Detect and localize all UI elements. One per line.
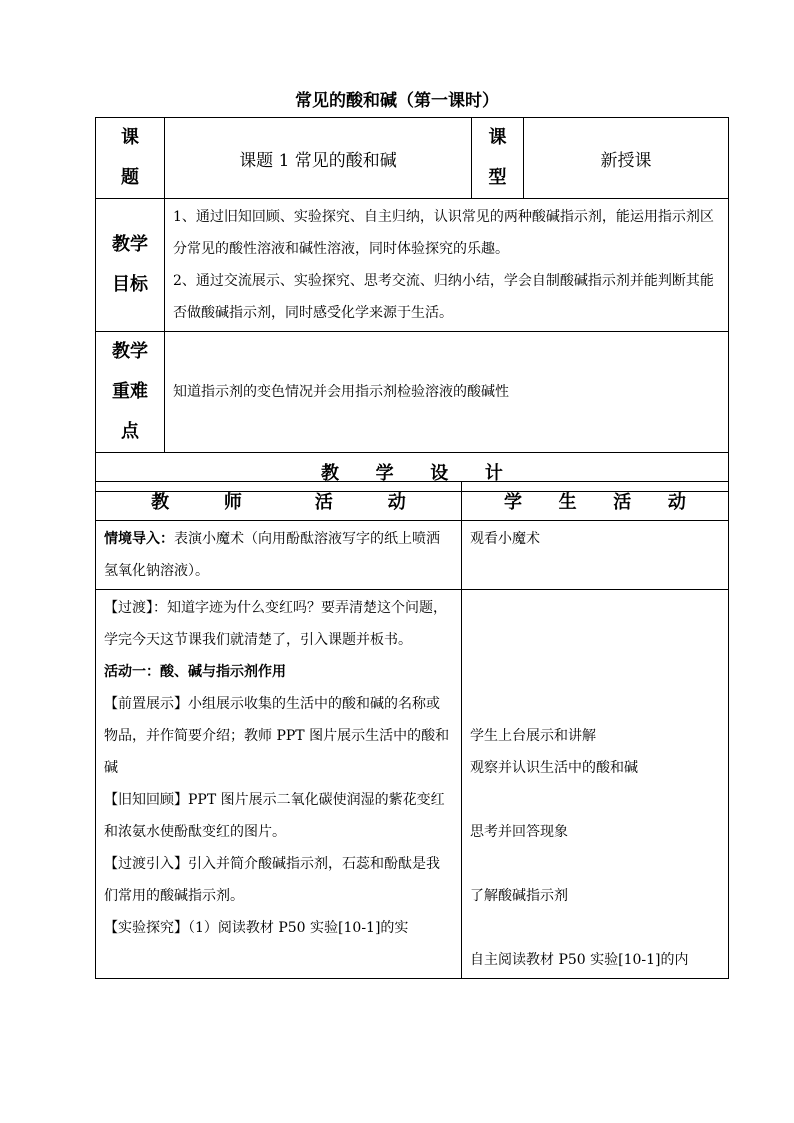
topic-label-line1: 课 [121,127,139,148]
review-para [104,784,453,848]
lesson-info-table [95,117,729,492]
header-char: 生 [558,492,577,513]
design-title-char: 学 [375,463,394,484]
goal-item-1: 1、通过旧知回顾、实验探究、自主归纳，认识常见的两种酸碱指示剂，能运用指示剂区分常见的酸性溶液和碱性溶液，同时体验探究的乐趣。 [173,209,714,257]
goal-item-2: 2、通过交流展示、实验探究、思考交流、归纳小结，学会自制酸碱指示剂并能判断其能否做酸碱指示剂，同时感受化学来源于生活。 [173,273,714,321]
type-value: 新授课 [524,118,729,199]
preview-para [104,688,453,784]
type-label-line2: 型 [488,167,507,188]
type-label-line1: 课 [488,127,507,148]
header-char: 活 [314,492,334,513]
goal-label [96,199,165,332]
row2-student [462,590,729,979]
student-line: 思考并回答现象 [470,824,568,840]
header-char: 学 [503,492,523,513]
header-char: 动 [667,492,687,513]
header-char: 动 [387,492,406,513]
topic-label [96,118,165,199]
teaching-design-table [95,481,729,979]
review-label: 【旧知回顾】 [104,792,188,808]
key-label-line1: 教学 [112,341,148,362]
key-label [96,332,165,453]
design-title-char: 计 [484,463,504,484]
transition-label: 【过渡】： [104,600,167,616]
row1-teacher [96,521,462,590]
teacher-activity-header [96,482,462,521]
intro-label: 【过渡引入】 [104,856,188,872]
student-line: 学生上台展示和讲解 [470,728,596,744]
goal-label-line1: 教学 [112,234,148,255]
key-label-line3: 点 [121,421,139,442]
design-title-char: 设 [430,463,449,484]
student-line: 自主阅读教材 P50 实验[10-1]的内 [470,952,689,968]
transition-text: 知道字迹为什么变红吗？要弄清楚这个问题，学完今天这节课我们就清楚了，引入课题并板书。 [104,600,447,648]
topic-value: 课题 1 常见的酸和碱 [165,118,472,199]
header-char: 教 [151,492,170,513]
row1-student: 观看小魔术 [462,521,729,590]
student-line: 观察并认识生活中的酸和碱 [470,760,638,776]
row2-teacher [96,590,462,979]
student-activity-header [462,482,729,521]
type-label [472,118,524,199]
experiment-para [104,912,453,944]
preview-label: 【前置展示】 [104,696,188,712]
document-title: 常见的酸和碱（第一课时） [295,91,499,111]
header-char: 师 [223,492,243,513]
topic-label-line2: 题 [121,167,139,188]
goal-text [165,199,729,332]
intro-text: 引入并简介酸碱指示剂，石蕊和酚酞是我们常用的酸碱指示剂。 [104,856,440,904]
header-char: 活 [613,492,632,513]
experiment-text: （1）阅读教材 P50 实验[10-1]的实 [188,920,409,936]
intro-para [104,848,453,912]
key-text: 知道指示剂的变色情况并会用指示剂检验溶液的酸碱性 [165,332,729,453]
design-title-char: 教 [320,463,340,484]
situation-label: 情境导入： [104,531,174,547]
transition-para [104,592,453,656]
experiment-label: 【实验探究】 [104,920,188,936]
activity-title: 活动一：酸、碱与指示剂作用 [104,664,286,680]
review-text: PPT 图片展示二氧化碳使润湿的紫花变红和浓氨水使酚酞变红的图片。 [104,792,445,840]
situation-text: 表演小魔术（向用酚酞溶液写字的纸上喷洒氢氧化钠溶液）。 [104,531,440,579]
preview-text: 小组展示收集的生活中的酸和碱的名称或物品，并作简要介绍；教师 PPT 图片展示生活中的酸和碱 [104,696,450,776]
goal-label-line2: 目标 [112,274,148,295]
key-label-line2: 重难 [112,381,148,402]
student-line: 了解酸碱指示剂 [470,888,568,904]
